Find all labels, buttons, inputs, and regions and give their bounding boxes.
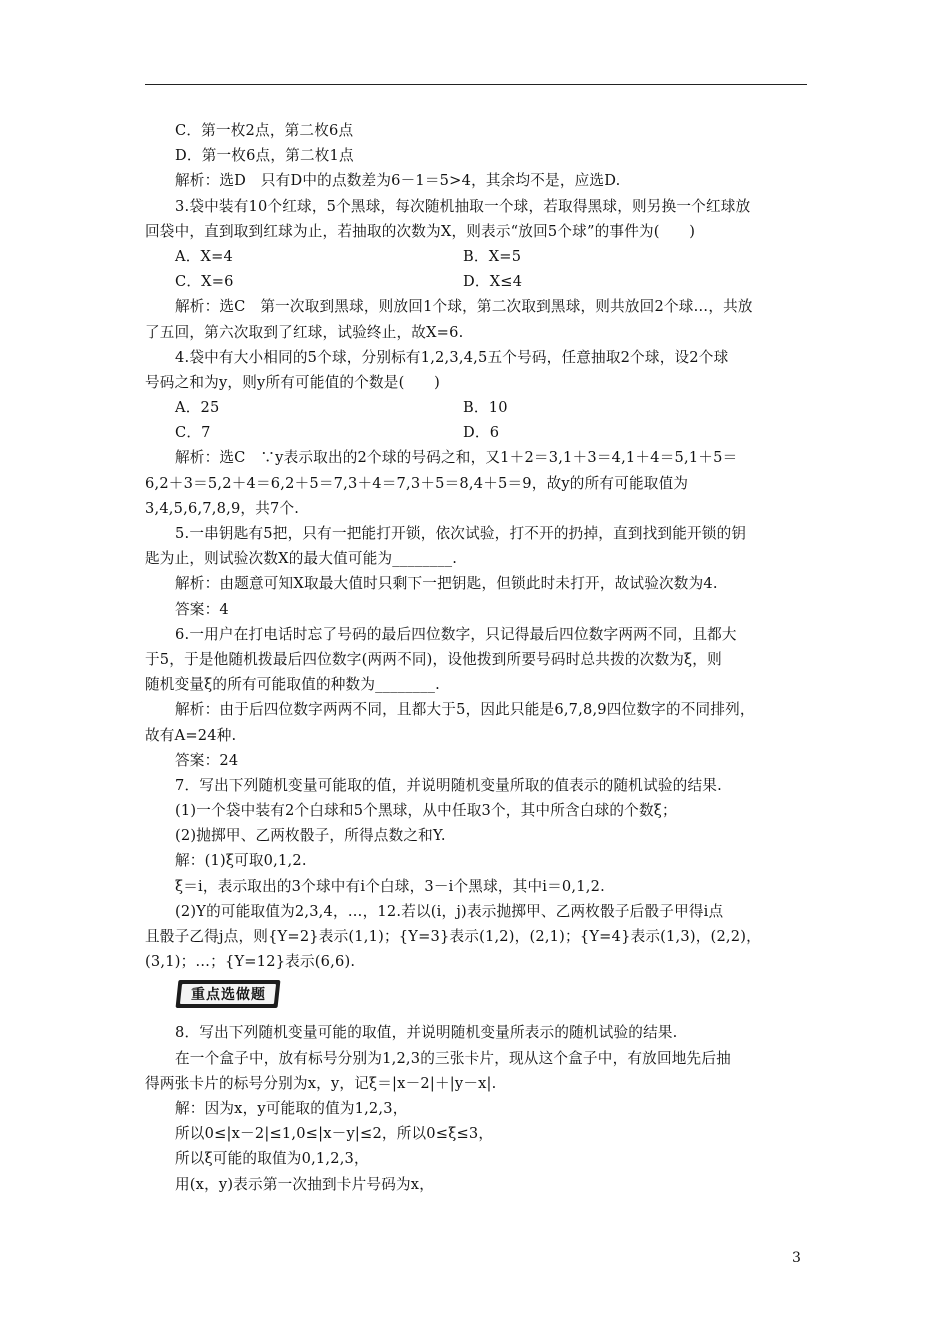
section-badge-row: [145, 974, 807, 1020]
page-number: 3: [792, 1250, 801, 1266]
text-line: 3,4,5,6,7,8,9，共7个.: [145, 499, 300, 517]
text-line: 解：因为x，y可能取的值为1,2,3，: [175, 1099, 408, 1117]
section-badge: [176, 980, 281, 1008]
text-line: (2)Y的可能取值为2,3,4，…，12.若以(i，j)表示抛掷甲、乙两枚骰子后骰子甲得i点: [175, 902, 724, 920]
text-line: 解析：选C 第一次取到黑球，则放回1个球，第二次取到黑球，则共放回2个球…，共放: [175, 298, 753, 316]
text-line: 号码之和为y，则y所有可能值的个数是( ): [145, 373, 440, 391]
option-row: [145, 244, 807, 269]
text-line: 了五回，第六次取到了红球，试验终止，故X=6.: [145, 323, 464, 341]
text-line: 解析：选D 只有D中的点数差为6－1＝5>4，其余均不是，应选D.: [175, 172, 621, 190]
text-line: 解析：由于后四位数字两两不同，且都大于5，因此只能是6,7,8,9四位数字的不同排列，: [175, 701, 755, 719]
header-rule: [145, 84, 807, 85]
text-line: 6,2＋3＝5,2＋4＝6,2＋5＝7,3＋4＝7,3＋5＝8,4＋5＝9，故y的所有可能取值为: [145, 474, 689, 492]
text-line: 7．写出下列随机变量可能取的值，并说明随机变量所取的值表示的随机试验的结果.: [175, 776, 722, 794]
option-c: C．X=6: [175, 273, 234, 291]
option-c: C．7: [175, 424, 211, 442]
answer-line: 答案：4: [175, 600, 229, 618]
option-a: A．25: [175, 399, 220, 417]
text-line: 随机变量ξ的所有可能取值的种数为________.: [145, 676, 440, 694]
text-line: 解析：选C ∵y表示取出的2个球的号码之和，又1＋2＝3,1＋3＝4,1＋4＝5,1＋5＝: [175, 449, 738, 467]
text-line: 故有A=24种.: [145, 726, 237, 744]
text-line: 所以0≤|x－2|≤1,0≤|x－y|≤2，所以0≤ξ≤3，: [175, 1125, 494, 1143]
text-line: 所以ξ可能的取值为0,1,2,3，: [175, 1150, 369, 1168]
text-line: (2)抛掷甲、乙两枚骰子，所得点数之和Y.: [175, 827, 446, 845]
option-row: [145, 395, 807, 420]
text-line: 得两张卡片的标号分别为x，y，记ξ＝|x－2|＋|y－x|.: [145, 1074, 497, 1092]
option-row: [145, 420, 807, 445]
page-body: [145, 118, 807, 1197]
text-line: ξ＝i，表示取出的3个球中有i个白球，3－i个黑球，其中i＝0,1,2.: [175, 877, 605, 895]
option-d: D．X≤4: [463, 273, 523, 291]
answer-line: 答案：24: [175, 751, 239, 769]
option-d: D．6: [463, 424, 500, 442]
text-line: 4.袋中有大小相同的5个球，分别标有1,2,3,4,5五个号码，任意抽取2个球，设2个球: [175, 348, 729, 366]
text-line: 回袋中，直到取到红球为止，若抽取的次数为X，则表示“放回5个球”的事件为( ): [145, 222, 696, 240]
text-line: C．第一枚2点，第二枚6点: [175, 122, 354, 139]
text-line: 且骰子乙得j点，则{Y=2}表示(1,1)；{Y=3}表示(1,2)，(2,1)；{Y=4}表示(1,3)，(2,2)，: [145, 928, 761, 945]
option-row: [145, 269, 807, 294]
text-line: (3,1)；…；{Y=12}表示(6,6).: [145, 953, 356, 971]
text-line: 8．写出下列随机变量可能的取值，并说明随机变量所表示的随机试验的结果.: [175, 1024, 678, 1042]
text-line: 3.袋中装有10个红球，5个黑球，每次随机抽取一个球，若取得黑球，则另换一个红球放: [175, 197, 751, 215]
text-line: 解析：由题意可知X取最大值时只剩下一把钥匙，但锁此时未打开，故试验次数为4.: [175, 575, 718, 593]
text-line: 5.一串钥匙有5把，只有一把能打开锁，依次试验，打不开的扔掉，直到找到能开锁的钥: [175, 525, 747, 542]
text-line: 在一个盒子中，放有标号分别为1,2,3的三张卡片，现从这个盒子中，有放回地先后抽: [175, 1049, 731, 1067]
text-line: (1)一个袋中装有2个白球和5个黑球，从中任取3个，其中所含白球的个数ξ；: [175, 802, 677, 820]
option-b: B．X=5: [463, 247, 522, 265]
text-line: 匙为止，则试验次数X的最大值可能为________.: [145, 550, 458, 568]
text-line: 于5，于是他随机拨最后四位数字(两两不同)，设他拨到所要号码时总共拨的次数为ξ，则: [145, 650, 722, 668]
option-a: A．X=4: [175, 247, 234, 265]
section-badge-label: 重点选做题: [190, 987, 266, 1004]
text-line: D．第一枚6点，第二枚1点: [175, 147, 354, 165]
text-line: 用(x，y)表示第一次抽到卡片号码为x，: [175, 1175, 434, 1193]
text-line: 6.一用户在打电话时忘了号码的最后四位数字，只记得最后四位数字两两不同，且都大: [175, 625, 737, 643]
text-line: 解：(1)ξ可取0,1,2.: [175, 852, 307, 870]
option-b: B．10: [463, 399, 508, 417]
